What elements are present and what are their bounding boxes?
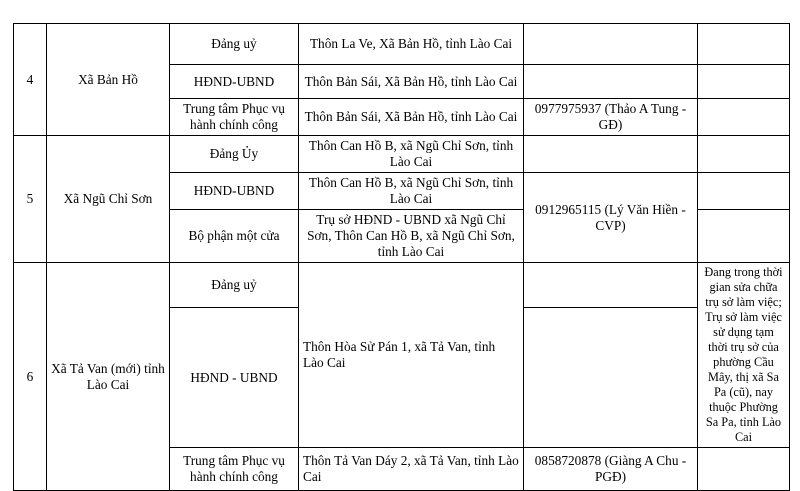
- address-cell: Thôn Hòa Sử Pán 1, xã Tả Van, tỉnh Lào Cai: [299, 263, 524, 448]
- address-cell: Trụ sở HĐND - UBND xã Ngũ Chỉ Sơn, Thôn Can Hồ B, xã Ngũ Chỉ Sơn, tỉnh Lào Cai: [299, 210, 524, 263]
- table-row: [14, 136, 790, 173]
- contact-cell: [524, 263, 698, 308]
- contact-cell: [524, 308, 698, 448]
- contact-cell: 0977975937 (Thảo A Tung - GĐ): [524, 99, 698, 136]
- table-row: [14, 24, 790, 65]
- org-cell: Bộ phận một cửa: [170, 210, 299, 263]
- stt-cell: 5: [14, 136, 47, 263]
- stt-cell: 6: [14, 263, 47, 491]
- note-cell: [698, 65, 790, 99]
- contact-cell: 0912965115 (Lý Văn Hiền - CVP): [524, 173, 698, 263]
- unit-name-cell: Xã Tả Van (mới) tỉnh Lào Cai: [47, 263, 170, 491]
- stt-cell: 4: [14, 24, 47, 136]
- org-cell: Trung tâm Phục vụ hành chính công: [170, 448, 299, 491]
- org-cell: Đảng uỷ: [170, 263, 299, 308]
- note-cell: Đang trong thời gian sửa chữa trụ sở làm việc; Trụ sở làm việc sử dụng tạm thời trụ sở của phường Cầu Mây, thị xã Sa Pa (cũ), nay thuộc Phường Sa Pa, tỉnh Lào Cai: [698, 263, 790, 448]
- contact-cell: [524, 65, 698, 99]
- note-cell: [698, 136, 790, 173]
- address-cell: Thôn Can Hồ B, xã Ngũ Chỉ Sơn, tỉnh Lào Cai: [299, 136, 524, 173]
- contact-cell: [524, 24, 698, 65]
- note-cell: [698, 173, 790, 210]
- address-cell: Thôn Can Hồ B, xã Ngũ Chỉ Sơn, tỉnh Lào Cai: [299, 173, 524, 210]
- contact-cell: [524, 136, 698, 173]
- unit-name-cell: Xã Ngũ Chỉ Sơn: [47, 136, 170, 263]
- note-cell: [698, 24, 790, 65]
- org-cell: HĐND-UBND: [170, 65, 299, 99]
- note-cell: [698, 210, 790, 263]
- unit-name-cell: Xã Bản Hồ: [47, 24, 170, 136]
- org-cell: Trung tâm Phục vụ hành chính công: [170, 99, 299, 136]
- note-cell: [698, 99, 790, 136]
- org-cell: HĐND - UBND: [170, 308, 299, 448]
- org-cell: HĐND-UBND: [170, 173, 299, 210]
- table-row: [14, 263, 790, 308]
- address-cell: Thôn Tả Van Dáy 2, xã Tả Van, tỉnh Lào Cai: [299, 448, 524, 491]
- contact-table: [13, 23, 790, 491]
- note-cell: [698, 448, 790, 491]
- org-cell: Đảng uỷ: [170, 24, 299, 65]
- address-cell: Thôn Bản Sái, Xã Bản Hồ, tỉnh Lào Cai: [299, 65, 524, 99]
- contact-cell: 0858720878 (Giàng A Chu - PGĐ): [524, 448, 698, 491]
- address-cell: Thôn Bản Sái, Xã Bản Hồ, tỉnh Lào Cai: [299, 99, 524, 136]
- address-cell: Thôn La Ve, Xã Bản Hồ, tỉnh Lào Cai: [299, 24, 524, 65]
- org-cell: Đảng Ủy: [170, 136, 299, 173]
